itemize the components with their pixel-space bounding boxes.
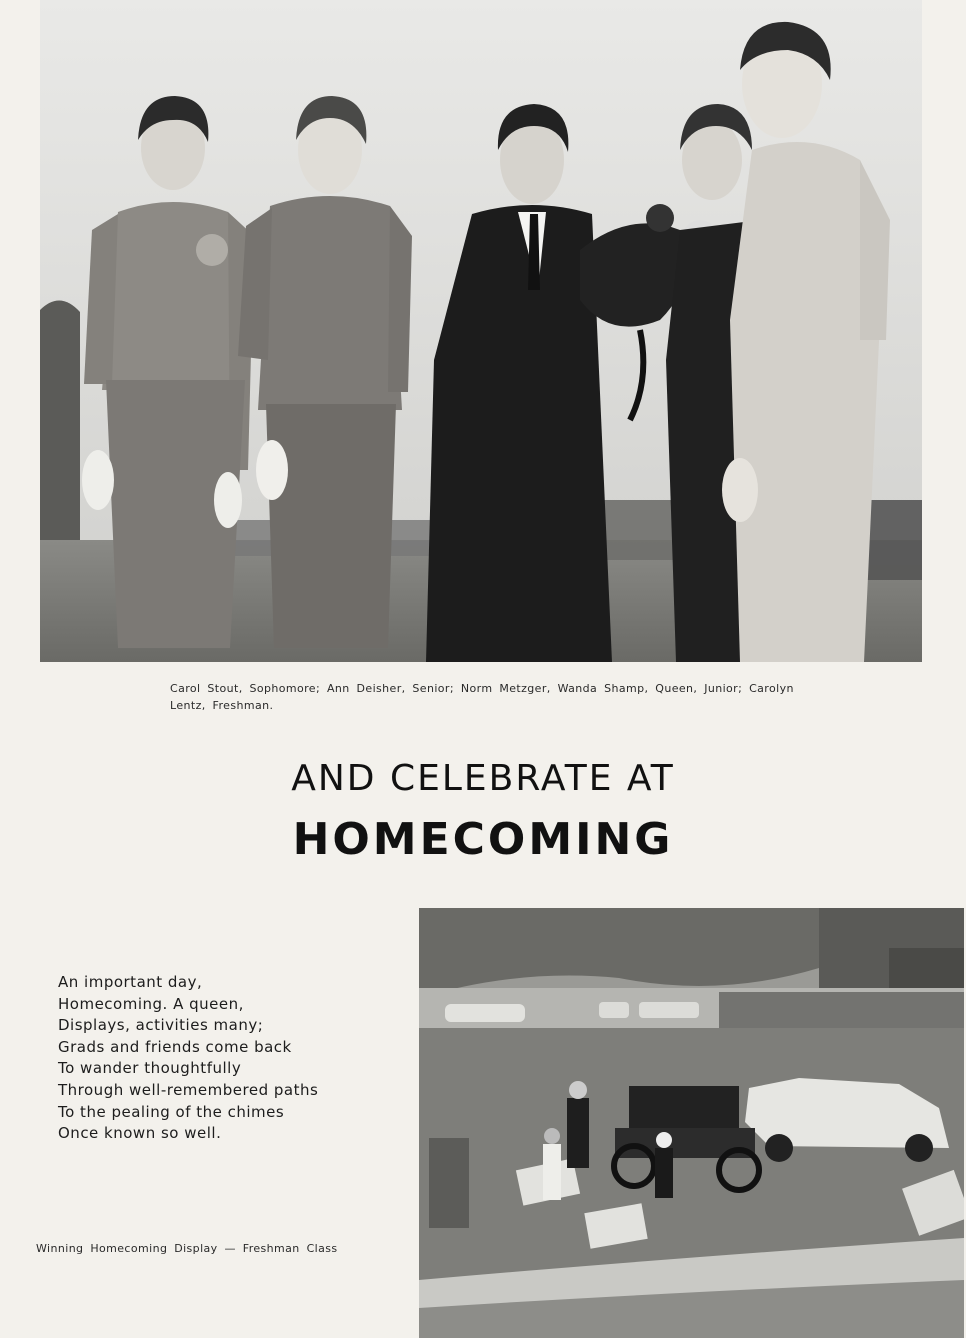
homecoming-display-illustration (419, 908, 964, 1338)
poem-line: Through well-remembered paths (58, 1080, 319, 1099)
poem-line: Once known so well. (58, 1124, 222, 1143)
display-caption: Winning Homecoming Display — Freshman Class (36, 1242, 338, 1255)
poem (58, 972, 378, 1145)
homecoming-court-illustration (40, 0, 922, 662)
poem-line: Homecoming. A queen, (58, 994, 244, 1013)
poem-line: To the pealing of the chimes (58, 1102, 285, 1121)
homecoming-display-photo (419, 908, 964, 1338)
headline-line-2: HOMECOMING (292, 814, 674, 865)
poem-line: An important day, (58, 973, 203, 991)
poem-line: Displays, activities many; (58, 1016, 264, 1035)
poem-line: Grads and friends come back (58, 1037, 292, 1056)
poem-line: To wander thoughtfully (58, 1059, 242, 1078)
headline-line-1: AND CELEBRATE AT (291, 758, 675, 799)
homecoming-court-photo (40, 0, 922, 662)
court-caption: Carol Stout, Sophomore; Ann Deisher, Senior; Norm Metzger, Wanda Shamp, Queen, Junior; Carolyn Lentz, Freshman. (170, 682, 794, 712)
